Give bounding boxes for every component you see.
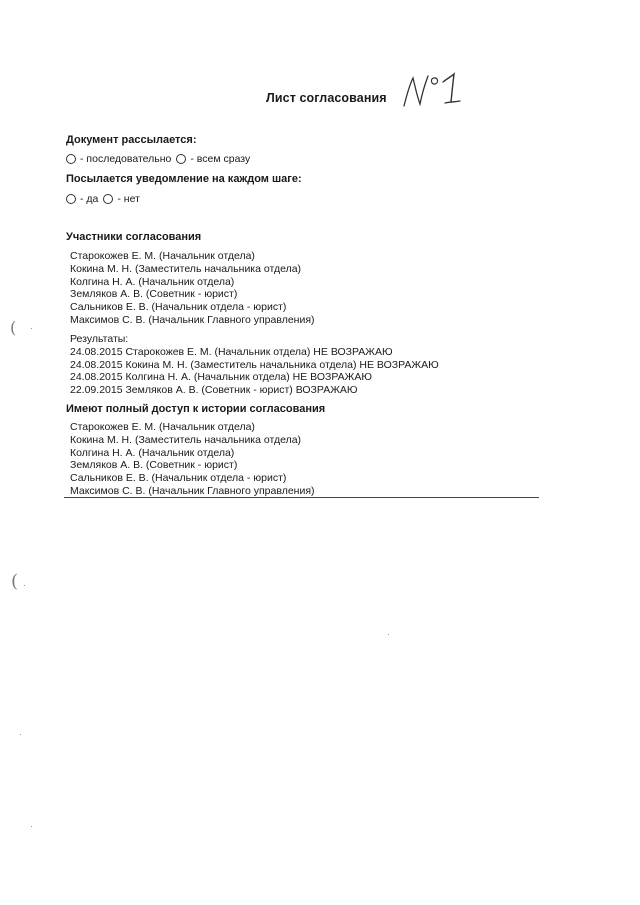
notification-options [66, 193, 140, 205]
list-item: Старокожев Е. М. (Начальник отдела) [70, 421, 255, 433]
scan-speck [31, 328, 32, 329]
list-item: Сальников Е. В. (Начальник отдела - юрист) [70, 472, 287, 485]
yes-radio[interactable] [66, 194, 76, 204]
list-item: Земляков А. В. (Советник - юрист) [70, 288, 238, 301]
handwritten-number-mark [398, 72, 478, 112]
scan-speck [388, 634, 389, 635]
punch-hole-mark: ( [10, 318, 17, 337]
list-item: Кокина М. Н. (Заместитель начальника отдела) [70, 262, 302, 275]
scan-speck [20, 734, 21, 735]
participants-heading: Участники согласования [66, 231, 202, 243]
all-at-once-radio[interactable] [176, 154, 186, 164]
list-item: Максимов С. В. (Начальник Главного управления) [70, 313, 315, 326]
scan-speck [31, 826, 32, 827]
list-item: Старокожев Е. М. (Начальник отдела) [70, 250, 255, 262]
results-list [70, 333, 439, 397]
punch-hole-mark: ( [11, 571, 19, 592]
result-item: 24.08.2015 Колгина Н. А. (Начальник отдела) НЕ ВОЗРАЖАЮ [70, 371, 372, 384]
notification-heading: Посылается уведомление на каждом шаге: [66, 173, 302, 185]
access-heading: Имеют полный доступ к истории согласования [66, 403, 326, 415]
list-item: Колгина Н. А. (Начальник отдела) [70, 275, 235, 288]
result-item: 24.08.2015 Кокина М. Н. (Заместитель начальника отдела) НЕ ВОЗРАЖАЮ [70, 358, 439, 371]
distribution-options [66, 153, 250, 165]
scan-speck [24, 585, 25, 586]
no-label: - нет [117, 193, 140, 205]
list-item: Колгина Н. А. (Начальник отдела) [70, 446, 235, 459]
list-item: Максимов С. В. (Начальник Главного управления) [70, 484, 315, 497]
list-item: Кокина М. Н. (Заместитель начальника отдела) [70, 433, 302, 446]
list-item: Земляков А. В. (Советник - юрист) [70, 459, 238, 472]
result-item: 22.09.2015 Земляков А. В. (Советник - юрист) ВОЗРАЖАЮ [70, 384, 358, 397]
participants-list [70, 250, 315, 327]
no-radio[interactable] [103, 194, 113, 204]
results-label: Результаты: [70, 333, 129, 345]
result-item: 24.08.2015 Старокожев Е. М. (Начальник отдела) НЕ ВОЗРАЖАЮ [70, 345, 393, 358]
all-at-once-label: - всем сразу [190, 153, 251, 165]
access-list [70, 421, 315, 498]
distribution-heading: Документ рассылается: [66, 134, 197, 146]
sequential-radio[interactable] [66, 154, 76, 164]
yes-label: - да [80, 193, 99, 205]
sequential-label: - последовательно [80, 153, 172, 165]
list-item: Сальников Е. В. (Начальник отдела - юрист) [70, 301, 287, 314]
document-title: Лист согласования [266, 91, 387, 105]
closing-rule [64, 497, 539, 498]
